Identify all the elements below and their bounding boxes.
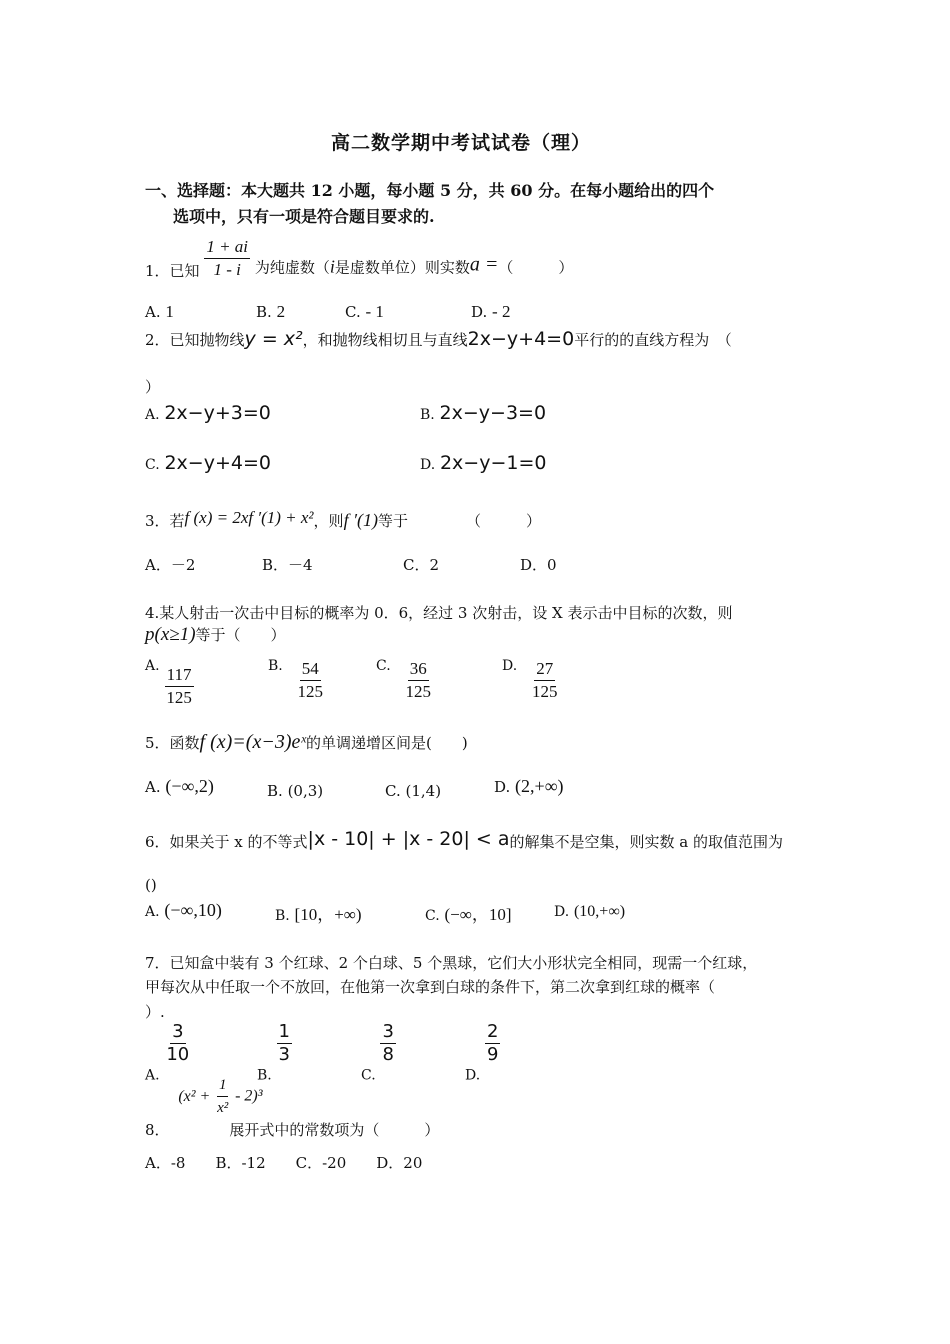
q4-opt-a-den: 125 [166, 688, 192, 707]
q1-opt-c-label: C. [345, 303, 361, 321]
q2-text-a: ，和抛物线相切且与直线 [302, 331, 468, 349]
section-header-line1: 一、选择题：本大题共 12 小题，每小题 5 分，共 60 分。在每小题给出的四个 [145, 181, 715, 200]
question-5 [145, 731, 468, 754]
q7-opt-b-label: B. [257, 1067, 272, 1084]
q3-opt-c-value: 2 [429, 556, 440, 574]
q3-option-c[interactable] [403, 554, 439, 575]
q2-opt-d-value: 2x−y−1=0 [439, 452, 547, 474]
q6-opt-c-label: C. [425, 908, 440, 924]
q2-option-b[interactable] [420, 402, 546, 424]
question-6 [145, 828, 783, 852]
q7-opt-d-den: 9 [486, 1044, 499, 1065]
q4-probability: p(x≥1) [145, 624, 196, 645]
q1-opt-b-label: B. [256, 303, 272, 321]
q5-opt-c-value: (1,4) [405, 782, 442, 800]
q6-opt-b-label: B. [275, 908, 290, 924]
q2-opt-b-label: B. [420, 407, 435, 423]
q2-text-b: 平行的的直线方程为 （ [574, 331, 732, 349]
q7-opt-c-fraction [380, 1021, 395, 1066]
q1-number: 1．已知 [145, 262, 200, 280]
q6-option-b[interactable] [275, 900, 362, 925]
q7-option-d[interactable] [465, 1021, 500, 1084]
q2-opt-a-value: 2x−y+3=0 [164, 402, 271, 424]
q1-option-d[interactable] [471, 302, 510, 322]
q6-opt-d-value: (10,+∞) [573, 903, 626, 920]
q4-opt-d-num: 27 [534, 658, 555, 681]
q2-opt-c-label: C. [145, 457, 160, 473]
q4-opt-d-fraction [530, 658, 560, 703]
question-1 [145, 228, 573, 281]
q2-parabola: y = x² [244, 328, 303, 350]
q4-opt-c-label: C. [376, 658, 391, 674]
q3-option-a[interactable] [145, 554, 195, 575]
q3-opt-a-label: A． [145, 556, 171, 574]
q3-option-b[interactable] [262, 554, 313, 575]
q4-opt-d-den: 125 [531, 682, 558, 701]
q7-opt-a-fraction [164, 1021, 191, 1066]
q1-var-i: i [329, 256, 335, 277]
q1-opt-d-value: - 2 [492, 302, 511, 321]
q4-opt-d-label: D. [502, 658, 518, 674]
q4-opt-b-den: 125 [297, 682, 324, 701]
q7-opt-a-num: 3 [172, 1021, 184, 1042]
q1-frac-den: 1 - i [213, 260, 241, 279]
q6-close-paren: () [145, 876, 157, 894]
question-8 [145, 1074, 439, 1140]
q4-opt-c-num: 36 [408, 658, 429, 681]
q8-frac-den: x² [217, 1100, 229, 1116]
q5-opt-a-value: (−∞,2) [165, 776, 214, 796]
q5-option-c[interactable] [385, 782, 441, 800]
q7-opt-d-label: D. [465, 1067, 481, 1084]
q5-opt-d-label: D. [494, 778, 511, 796]
q6-number: 6．如果关于 x 的不等式 [145, 833, 308, 851]
q7-opt-b-fraction [277, 1021, 292, 1066]
q6-opt-d-label: D. [554, 904, 570, 920]
q7-opt-b-num: 1 [278, 1021, 290, 1042]
q5-option-b[interactable] [267, 782, 323, 800]
q3-text-b: 等于 [378, 512, 409, 530]
q4-option-b[interactable] [268, 658, 325, 703]
q2-option-d[interactable] [420, 452, 546, 474]
q5-text-b: 的单调递增区间是( ) [306, 734, 468, 752]
q4-opt-b-label: B. [268, 658, 283, 674]
q3-opt-d-value: 0 [547, 556, 557, 574]
q7-opt-c-label: C. [361, 1067, 376, 1084]
q3-text-a: ，则 [313, 512, 344, 530]
q4-opt-b-fraction [296, 658, 326, 703]
q1-opt-a-label: A. [145, 303, 161, 321]
q3-paren: （ ） [466, 512, 542, 530]
q1-var-a: a = [469, 253, 499, 276]
q1-text-a: 为纯虚数（ [254, 258, 330, 277]
q7-opt-d-fraction [485, 1021, 500, 1066]
q1-paren: （ ） [498, 258, 574, 277]
q5-option-d[interactable] [494, 776, 564, 797]
q8-number: 8． [145, 1120, 170, 1139]
q7-line2: 甲每次从中任取一个不放回，在他第一次拿到白球的条件下，第二次拿到红球的概率（ [145, 978, 716, 996]
q8-fraction [215, 1074, 230, 1119]
q7-opt-c-den: 8 [382, 1044, 394, 1065]
q8-frac-num: 1 [217, 1074, 229, 1097]
q3-function: f (x) = 2xf ′(1) + x² [184, 508, 314, 527]
q8-expr-b: - 2)³ [235, 1087, 263, 1105]
q3-opt-b-label: B． [262, 556, 289, 574]
q4-opt-a-num: 117 [165, 664, 194, 687]
q4-opt-a-label: A. [145, 658, 160, 674]
q6-inequality: |x - 10| + |x - 20| < a [307, 828, 510, 850]
q8-text-b: 展开式中的常数项为（ ） [229, 1120, 440, 1139]
q2-number: 2．已知抛物线 [145, 331, 245, 349]
q5-opt-b-value: (0,3) [287, 782, 324, 800]
q5-function: f (x)=(x−3)eˣ [199, 731, 307, 753]
q6-option-a[interactable] [145, 900, 222, 921]
q4-opt-c-den: 125 [405, 682, 431, 701]
q7-line3: ）. [145, 1003, 165, 1021]
q2-opt-c-value: 2x−y+4=0 [164, 452, 271, 474]
q3-opt-c-label: C． [403, 556, 430, 574]
q2-option-c[interactable] [145, 452, 271, 474]
q7-opt-a-den: 10 [166, 1044, 190, 1065]
q4-opt-a-fraction [164, 664, 194, 709]
section-header-line2: 选项中，只有一项是符合题目要求的. [173, 207, 435, 226]
q4-text-b: 等于（ ） [195, 626, 286, 644]
q6-opt-c-value: (−∞，10] [444, 905, 512, 924]
q6-opt-a-value: (−∞,10) [164, 900, 222, 920]
q7-opt-c-num: 3 [382, 1021, 394, 1042]
q5-option-a[interactable] [145, 776, 214, 797]
q3-number: 3．若 [145, 512, 185, 530]
q1-text-b: 是虚数单位）则实数 [334, 258, 470, 277]
q2-opt-d-label: D. [420, 457, 436, 473]
q5-opt-a-label: A. [145, 778, 161, 796]
q4-option-a[interactable] [145, 658, 194, 709]
q1-opt-a-value: 1 [165, 302, 174, 321]
q5-opt-c-label: C. [385, 782, 401, 800]
q7-opt-a-label: A. [145, 1067, 160, 1084]
q5-number: 5．函数 [145, 734, 200, 752]
q1-option-a[interactable] [145, 302, 174, 322]
q4-line1: 4.某人射击一次击中目标的概率为 0．6，经过 3 次射击，设 X 表示击中目标的次数，则 [145, 604, 733, 622]
q2-close-paren: ） [145, 378, 161, 396]
q2-opt-a-label: A. [145, 407, 160, 423]
q7-opt-d-num: 2 [486, 1021, 499, 1042]
q3-opt-b-value: －4 [288, 556, 313, 574]
q6-opt-a-label: A. [145, 904, 160, 920]
q3-opt-a-value: －2 [170, 556, 196, 574]
q6-option-c[interactable] [425, 900, 511, 925]
q6-option-d[interactable] [554, 902, 625, 921]
q1-option-b[interactable] [256, 302, 285, 322]
q8-expr-a: (x² + [178, 1087, 211, 1105]
q2-line-eq: 2x−y+4=0 [467, 328, 575, 350]
q4-opt-c-fraction [403, 658, 433, 703]
q4-opt-b-num: 54 [300, 658, 321, 681]
q1-fraction [204, 236, 250, 281]
q4-option-c[interactable] [376, 658, 433, 703]
q3-derivative: f ′(1) [343, 510, 378, 530]
q1-option-c[interactable] [345, 302, 384, 322]
q6-opt-b-value: [10，+∞) [294, 905, 362, 924]
q4-option-d[interactable] [502, 658, 559, 703]
q7-line1: 7．已知盒中装有 3 个红球、2 个白球、5 个黑球，它们大小形状完全相同，现需一个红球， [145, 954, 758, 972]
q1-opt-c-value: - 1 [365, 302, 384, 321]
q3-opt-d-label: D． [520, 556, 548, 574]
q6-text-b: 的解集不是空集，则实数 a 的取值范围为 [509, 833, 783, 851]
q1-opt-b-value: 2 [276, 302, 286, 321]
question-2 [145, 328, 732, 350]
page-title: 高二数学期中考试试卷（理） [331, 132, 592, 154]
q3-option-d[interactable] [520, 554, 557, 575]
q7-opt-b-den: 3 [278, 1044, 290, 1065]
q5-opt-d-value: (2,+∞) [515, 776, 564, 796]
q8-options: A．-8 B．-12 C．-20 D．20 [145, 1154, 423, 1172]
q1-frac-num: 1 + ai [204, 236, 250, 259]
q2-opt-b-value: 2x−y−3=0 [439, 402, 547, 424]
q5-opt-b-label: B. [267, 782, 283, 800]
question-3 [145, 508, 541, 531]
q2-option-a[interactable] [145, 402, 271, 424]
q4-line2 [145, 624, 286, 646]
q1-opt-d-label: D. [471, 303, 488, 321]
